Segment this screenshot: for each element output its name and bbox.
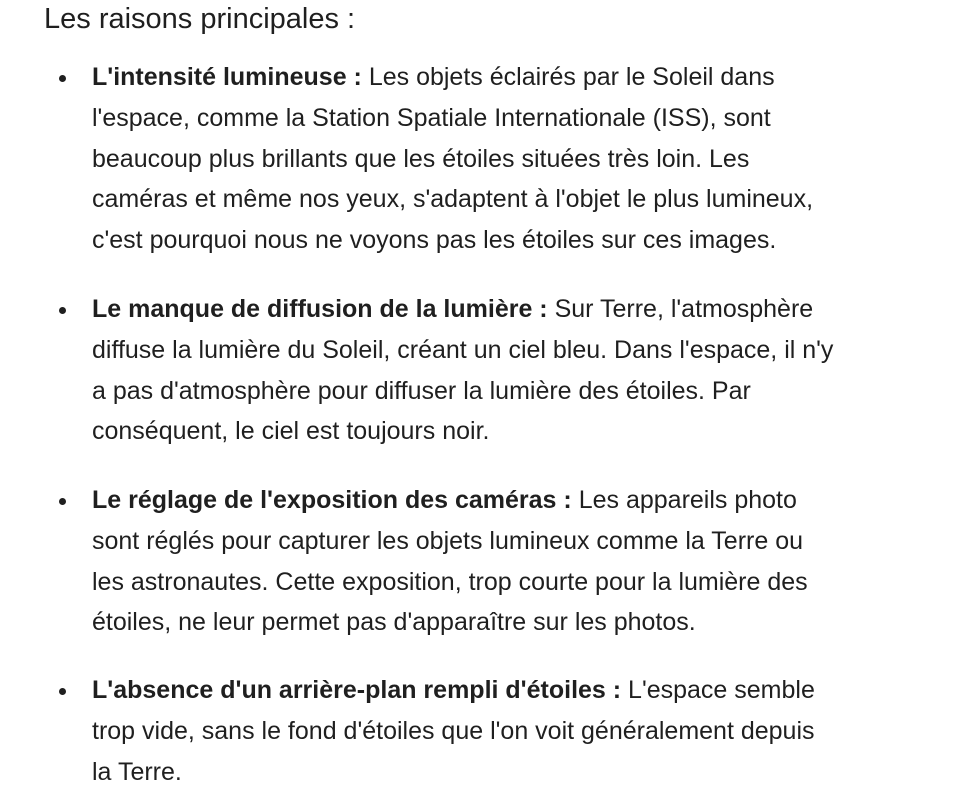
bullet-dot: [59, 75, 66, 82]
list-item-line: [92, 670, 942, 711]
list-item-text: Les appareils photo: [571, 486, 797, 514]
list-item-term: Le manque de diffusion de la lumière :: [92, 295, 548, 323]
list-item-intensite-lumineuse: [92, 57, 942, 261]
list-item-line: [92, 480, 942, 521]
list-item-line: l'espace, comme la Station Spatiale Internationale (ISS), sont: [92, 103, 771, 132]
list-item-manque-diffusion: [92, 289, 942, 452]
list-item-line: [92, 57, 942, 98]
list-item-line: caméras et même nos yeux, s'adaptent à l'objet le plus lumineux,: [92, 185, 814, 214]
list-item-line: diffuse la lumière du Soleil, créant un ciel bleu. Dans l'espace, il n'y: [92, 335, 834, 364]
bullet-dot: [59, 498, 66, 505]
list-item-line: sont réglés pour capturer les objets lumineux comme la Terre ou: [92, 526, 803, 555]
list-item-text: Les objets éclairés par le Soleil dans: [361, 63, 775, 91]
list-item-text: L'espace semble: [621, 676, 815, 704]
list-item-line: [92, 289, 942, 330]
bullet-dot: [59, 688, 66, 695]
list-item-line: beaucoup plus brillants que les étoiles situées très loin. Les: [92, 144, 750, 173]
list-item-term: Le réglage de l'exposition des caméras :: [92, 486, 572, 514]
list-item-line: étoiles, ne leur permet pas d'apparaître sur les photos.: [92, 608, 696, 637]
list-item-line: c'est pourquoi nous ne voyons pas les étoiles sur ces images.: [92, 226, 777, 255]
list-item-absence-arriere-plan: [92, 670, 942, 792]
list-item-line: la Terre.: [92, 757, 182, 786]
list-item-line: conséquent, le ciel est toujours noir.: [92, 417, 490, 446]
list-item-line: les astronautes. Cette exposition, trop courte pour la lumière des: [92, 567, 808, 596]
list-item-reglage-exposition: [92, 480, 942, 643]
list-item-text: Sur Terre, l'atmosphère: [547, 295, 814, 323]
section-heading: Les raisons principales :: [44, 3, 356, 35]
list-item-line: a pas d'atmosphère pour diffuser la lumière des étoiles. Par: [92, 376, 751, 405]
list-item-term: L'absence d'un arrière-plan rempli d'étoiles :: [92, 676, 622, 704]
list-item-line: trop vide, sans le fond d'étoiles que l'on voit généralement depuis: [92, 716, 815, 745]
bullet-dot: [59, 307, 66, 314]
list-item-term: L'intensité lumineuse :: [92, 63, 362, 91]
